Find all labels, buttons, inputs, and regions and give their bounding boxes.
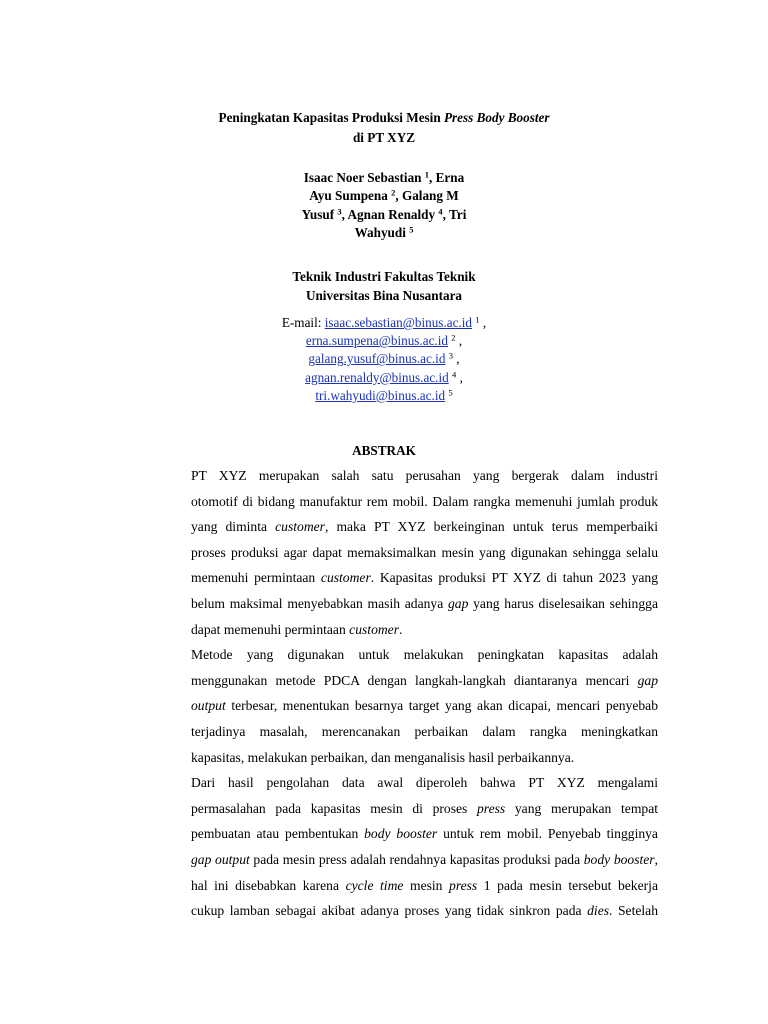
- text-run: terbesar, menentukan besarnya target yang akan dicapai, mencari penyebab: [225, 698, 658, 714]
- italic-term: customer: [320, 570, 371, 586]
- email-affiliation-number: 2: [451, 332, 456, 343]
- abstract-line: [148, 642, 658, 668]
- text-run: Metode yang digunakan untuk melakukan peningkatan kapasitas adalah: [191, 647, 658, 663]
- text-run: 1 pada mesin tersebut bekerja: [477, 877, 658, 893]
- email-link[interactable]: erna.sumpena@binus.ac.id: [305, 333, 448, 349]
- email-affiliation-number: 4: [452, 368, 457, 379]
- title-line-2: di PT XYZ: [352, 130, 416, 145]
- author-name-text: , Agnan Renaldy: [341, 206, 439, 222]
- email-prefix: E-mail:: [281, 315, 325, 330]
- author-affiliation-number: 3: [337, 205, 342, 216]
- italic-term: customer: [349, 621, 400, 637]
- text-run: PT XYZ merupakan salah satu perusahan yang bergerak dalam industri: [191, 468, 658, 483]
- email-line: [0, 387, 768, 405]
- author-affiliation-number: 2: [391, 187, 396, 198]
- text-run: Dari hasil pengolahan data awal diperoleh bahwa PT XYZ mengalami: [191, 775, 658, 791]
- text-run: , maka PT XYZ berkeinginan untuk terus memperbaiki: [324, 519, 658, 535]
- author-affiliation-number: 4: [438, 205, 443, 216]
- abstract-paragraph: [148, 463, 658, 642]
- italic-term: output: [191, 698, 226, 714]
- text-run: cukup lamban sebagai akibat adanya proses yang tidak sinkron pada: [191, 903, 588, 919]
- email-line: [0, 350, 768, 368]
- italic-term: cycle time: [345, 877, 404, 893]
- abstract-line: [148, 821, 658, 847]
- italic-term: press: [449, 877, 478, 893]
- email-line: [0, 314, 768, 332]
- title-text: Peningkatan Kapasitas Produksi Mesin: [218, 110, 444, 125]
- author-name-text: , Tri: [442, 206, 467, 222]
- author-name-text: , Erna: [429, 170, 465, 185]
- paper-title: [0, 108, 768, 148]
- author-line: [0, 206, 768, 224]
- abstract-line: [148, 514, 658, 540]
- text-run: . Setelah: [609, 903, 659, 919]
- abstract-line: [148, 873, 658, 899]
- text-run: pada mesin press adalah rendahnya kapasitas produksi pada: [249, 851, 584, 867]
- email-affiliation-number: 1: [475, 314, 480, 325]
- text-run: yang diminta: [191, 519, 276, 535]
- text-run: memenuhi permintaan: [191, 570, 321, 586]
- email-separator: ,: [455, 333, 463, 349]
- author-line: [0, 169, 768, 187]
- italic-term: body booster: [364, 826, 438, 842]
- abstract-paragraph: [148, 642, 658, 770]
- author-name-text: Yusuf: [301, 206, 338, 222]
- abstract-line: [148, 745, 658, 771]
- abstract-line: [148, 540, 658, 566]
- italic-term: customer: [275, 519, 325, 535]
- author-list: [0, 169, 768, 242]
- email-separator: ,: [479, 315, 487, 330]
- author-line: [0, 224, 768, 242]
- email-separator: ,: [453, 351, 460, 367]
- text-run: hal ini disebabkan karena: [191, 877, 346, 893]
- email-separator: ,: [456, 369, 463, 385]
- author-name-text: Wahyudi: [354, 224, 410, 240]
- text-run: yang harus diselesaikan sehingga: [468, 595, 658, 611]
- abstract-line: [148, 796, 658, 822]
- text-run: .: [399, 621, 403, 637]
- email-affiliation-number: 5: [448, 387, 453, 398]
- text-run: kapasitas, melakukan perbaikan, dan menganalisis hasil perbaikannya.: [191, 749, 575, 765]
- text-run: permasalahan pada kapasitas mesin di proses: [191, 800, 477, 816]
- author-affiliation-number: 1: [424, 169, 430, 180]
- email-link[interactable]: galang.yusuf@binus.ac.id: [308, 351, 446, 367]
- text-run: untuk rem mobil. Penyebab tingginya: [437, 826, 658, 842]
- abstract-paragraph: [148, 770, 658, 924]
- text-run: dapat memenuhi permintaan: [191, 621, 350, 637]
- text-run: . Kapasitas produksi PT XYZ di tahun 2023 yang: [370, 570, 658, 586]
- abstract-line: [148, 770, 658, 796]
- italic-term: dies: [587, 903, 610, 919]
- text-run: yang merupakan tempat: [505, 800, 659, 816]
- affiliation-department: Teknik Industri Fakultas Teknik: [292, 269, 476, 284]
- text-run: belum maksimal menyebabkan masih adanya: [191, 595, 448, 611]
- email-link[interactable]: isaac.sebastian@binus.ac.id: [324, 315, 472, 330]
- email-line: [0, 332, 768, 350]
- abstract-line: [148, 719, 658, 745]
- text-run: menggunakan metode PDCA dengan langkah-langkah diantaranya mencari: [191, 672, 638, 688]
- author-affiliation-number: 5: [409, 224, 414, 235]
- text-run: ,: [654, 851, 659, 867]
- author-name-text: Isaac Noer Sebastian: [303, 170, 425, 185]
- abstract-heading: ABSTRAK: [352, 443, 416, 458]
- abstract-line: [148, 617, 658, 643]
- abstract-line: [148, 693, 658, 719]
- email-line: [0, 369, 768, 387]
- abstract-body: [148, 463, 658, 924]
- affiliation: [0, 268, 768, 305]
- author-line: [0, 187, 768, 205]
- text-run: mesin: [403, 877, 450, 893]
- title-line-1: [0, 108, 768, 128]
- abstract-line: [148, 898, 658, 924]
- abstract-line: [148, 565, 658, 591]
- italic-term: body booster: [583, 851, 655, 867]
- email-link[interactable]: agnan.renaldy@binus.ac.id: [305, 369, 449, 385]
- email-list: [0, 314, 768, 405]
- author-name-text: Ayu Sumpena: [309, 188, 392, 204]
- abstract-line: [148, 489, 658, 515]
- affiliation-university: Universitas Bina Nusantara: [305, 287, 463, 303]
- italic-term: gap: [448, 595, 469, 611]
- italic-term: gap: [637, 672, 658, 688]
- title-italic-text: Press Body Booster: [443, 110, 550, 125]
- abstract-line: [148, 847, 658, 873]
- text-run: terjadinya masalah, merencanakan perbaikan dalam rangka meningkatkan: [191, 723, 658, 739]
- italic-term: press: [477, 800, 506, 816]
- abstract-line: [148, 463, 658, 489]
- author-name-text: , Galang M: [395, 188, 459, 204]
- email-affiliation-number: 3: [448, 350, 453, 361]
- abstract-line: [148, 668, 658, 694]
- italic-term: gap output: [191, 851, 250, 867]
- text-run: proses produksi agar dapat memaksimalkan mesin yang digunakan sehingga selalu: [191, 544, 658, 560]
- email-link[interactable]: tri.wahyudi@binus.ac.id: [315, 387, 446, 403]
- abstract-line: [148, 591, 658, 617]
- text-run: otomotif di bidang manufaktur rem mobil. Dalam rangka memenuhi jumlah produk: [191, 493, 658, 509]
- text-run: pembuatan atau pembentukan: [191, 826, 365, 842]
